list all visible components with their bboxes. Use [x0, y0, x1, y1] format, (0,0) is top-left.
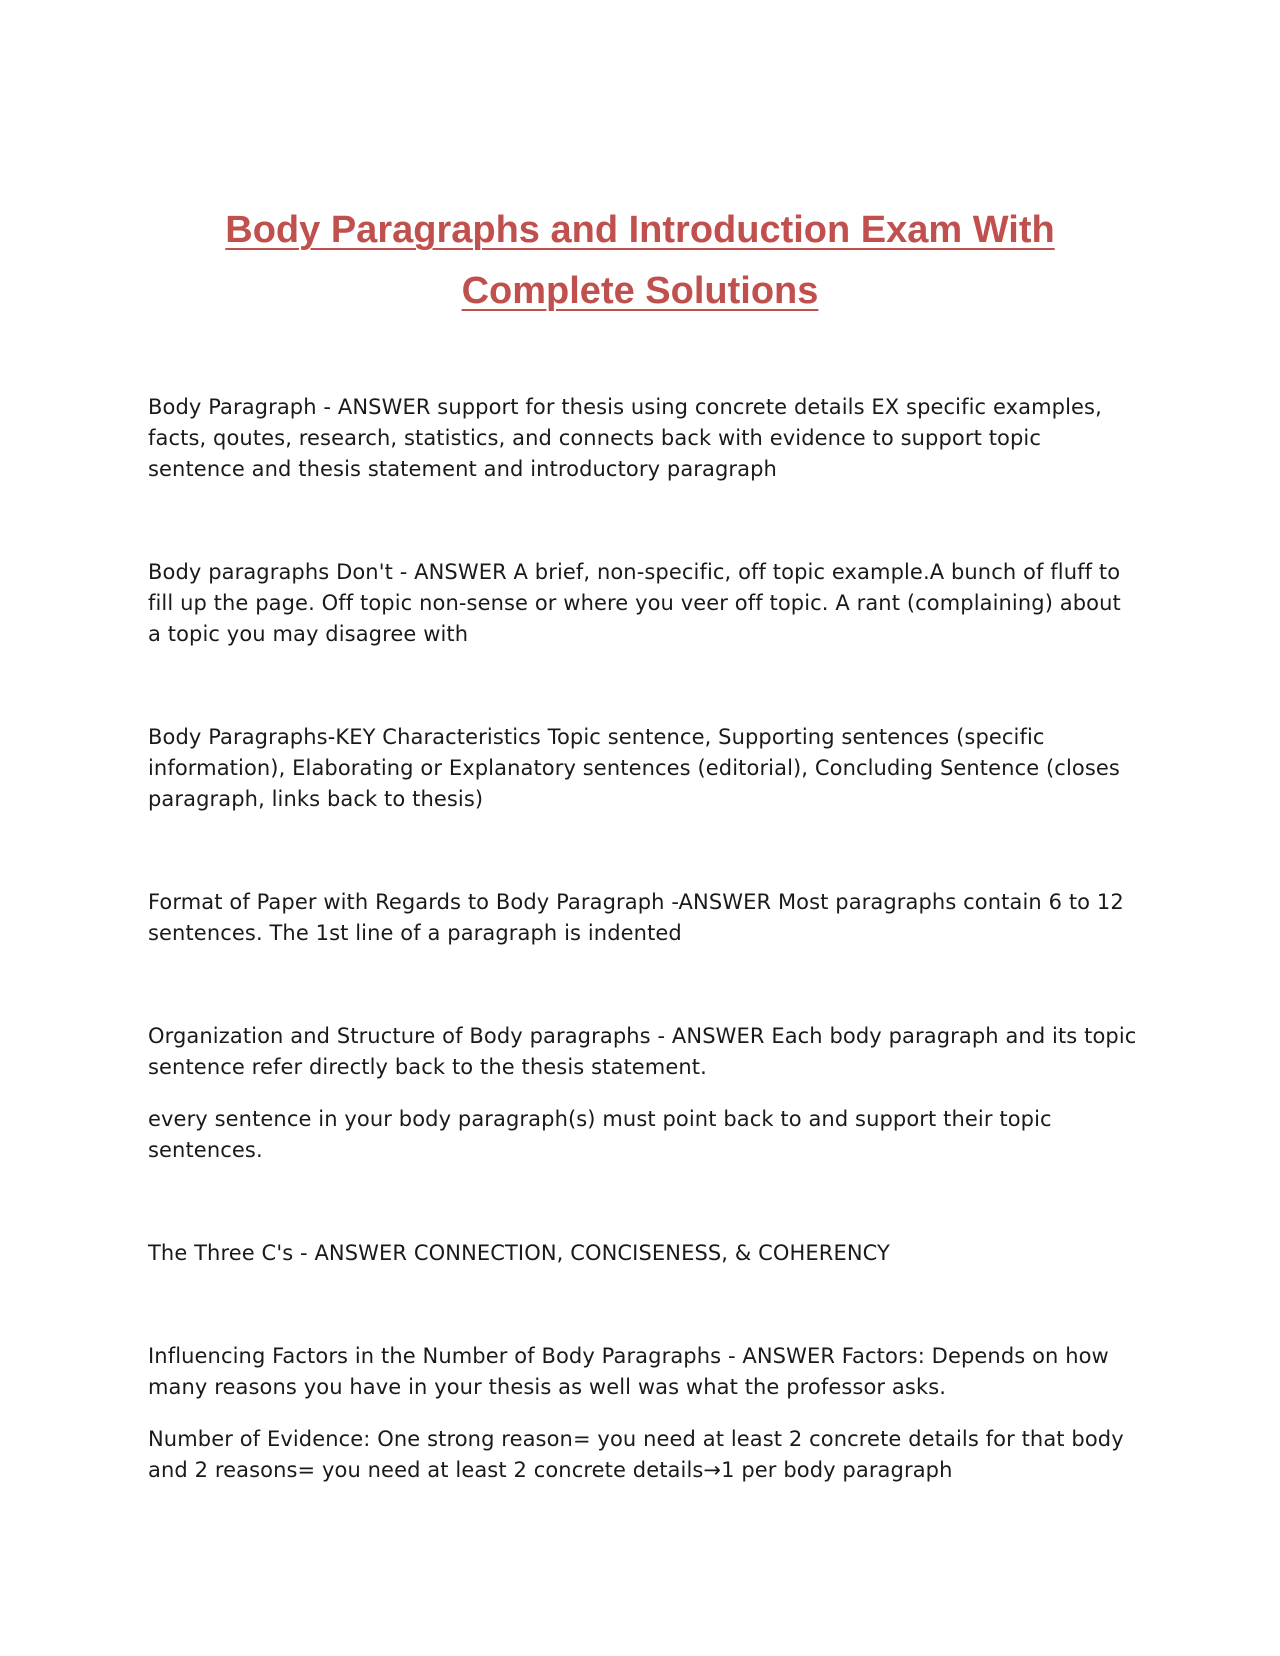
document-title	[140, 200, 1140, 322]
entry-organization-structure: Organization and Structure of Body paragraphs - ANSWER Each body paragraph and its topic sentence refer directly back to the thesis statement.	[148, 1024, 1137, 1079]
entry-three-cs: The Three C's - ANSWER CONNECTION, CONCISENESS, & COHERENCY	[148, 1241, 890, 1265]
title-line-2: Complete Solutions	[461, 270, 819, 312]
entry-key-characteristics: Body Paragraphs-KEY Characteristics Topic sentence, Supporting sentences (specific information), Elaborating or Explanatory sentences (editorial), Concluding Sentence (closes paragraph, links back to thesis)	[148, 725, 1120, 811]
entry-every-sentence: every sentence in your body paragraph(s) must point back to and support their topic sentences.	[148, 1107, 1052, 1162]
document-body	[148, 392, 1138, 1486]
entry-format-of-paper: Format of Paper with Regards to Body Paragraph -ANSWER Most paragraphs contain 6 to 12 sentences. The 1st line of a paragraph is indented	[148, 890, 1124, 945]
entry-number-of-evidence: Number of Evidence: One strong reason= you need at least 2 concrete details for that body and 2 reasons= you need at least 2 concrete details→1 per body paragraph	[148, 1427, 1124, 1482]
entry-body-paragraph: Body Paragraph - ANSWER support for thesis using concrete details EX specific examples, facts, qoutes, research, statistics, and connects back with evidence to support topic sentence and thesis statement and introductory paragraph	[148, 395, 1102, 481]
entry-influencing-factors: Influencing Factors in the Number of Body Paragraphs - ANSWER Factors: Depends on how many reasons you have in your thesis as well was what the professor asks.	[148, 1344, 1109, 1399]
title-line-1: Body Paragraphs and Introduction Exam With	[225, 209, 1055, 251]
entry-body-paragraphs-dont: Body paragraphs Don't - ANSWER A brief, non-specific, off topic example.A bunch of fluff to fill up the page. Off topic non-sense or where you veer off topic. A rant (complaining) about a topic you may disagree with	[148, 560, 1121, 646]
